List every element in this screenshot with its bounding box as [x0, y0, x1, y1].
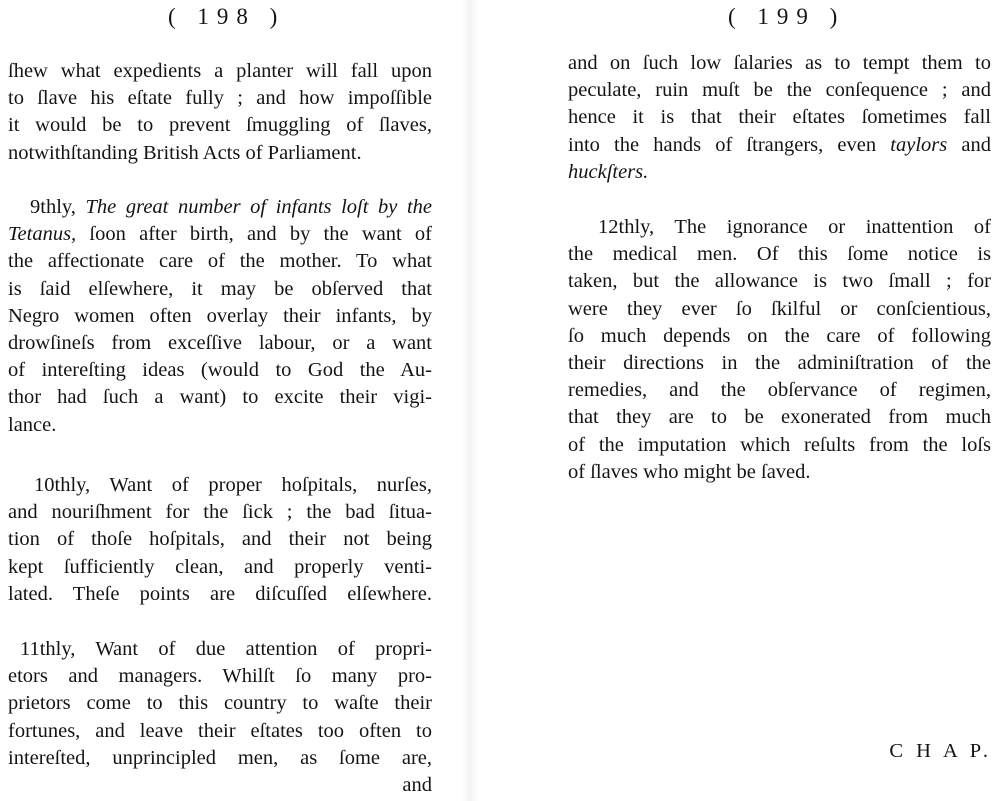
text-line	[568, 132, 991, 159]
text-line: were they ever ſo ſkilful or conſcientious,	[568, 297, 991, 320]
text-line: hence it is that their eſtates ſometimes fall	[568, 106, 991, 129]
right-page	[470, 0, 1000, 801]
text-line: prietors come to this country to waſte their	[8, 692, 432, 715]
text-line: the affectionate care of the mother. To what	[8, 250, 432, 273]
text-line: their directions in the adminiſtration of the	[568, 351, 991, 374]
text-line: ſhew what expedients a planter will fall upon	[8, 60, 432, 82]
text-line: intereſted, unprincipled men, as ſome are,	[8, 746, 432, 769]
text-line: that they are to be exonerated from much	[568, 406, 991, 429]
text-line: fortunes, and leave their eſtates too often to	[8, 719, 432, 742]
italic-word: taylors	[890, 133, 948, 156]
text-line: of ſlaves who might be ſaved.	[568, 460, 811, 483]
left-page	[0, 0, 470, 801]
page-number-right: ( 199 )	[728, 4, 846, 29]
right-paragraph-continued	[568, 50, 991, 186]
text-fragment: ſoon after birth, and by the want of	[89, 223, 433, 246]
text-line	[8, 221, 432, 248]
text-line: peculate, ruin muſt be the conſequence ; and	[568, 79, 991, 102]
text-fragment: into the hands of ſtrangers, even	[568, 133, 877, 156]
italic-heading: Tetanus,	[8, 223, 77, 246]
text-line: taken, but the allowance is two ſmall ; for	[568, 270, 991, 293]
text-line: kept ſufficiently clean, and properly venti-	[8, 555, 432, 578]
text-line: lated. Theſe points are diſcuſſed elſewhere.	[8, 582, 432, 605]
text-line: 12thly, The ignorance or inattention of	[598, 216, 991, 238]
text-line: tion of thoſe hoſpitals, and their not being	[8, 528, 432, 551]
text-line: Negro women often overlay their infants, by	[8, 304, 432, 327]
text-line: thor had ſuch a want) to excite their vigi-	[8, 386, 432, 409]
text-line: drowſineſs from exceſſive labour, or a want	[8, 331, 432, 354]
text-line: remedies, and the obſervance of regimen,	[568, 379, 991, 402]
text-line: to ſlave his eſtate fully ; and how impoſſible	[8, 87, 432, 110]
text-line	[568, 159, 991, 186]
text-line: and on ſuch low ſalaries as to tempt them to	[568, 52, 991, 74]
text-line: ſo much depends on the care of following	[568, 324, 991, 347]
text-line: it would be to prevent ſmuggling of ſlaves,	[8, 114, 432, 137]
text-line	[8, 194, 432, 221]
ordinal-label: 9thly,	[30, 196, 76, 218]
text-line: 10thly, Want of proper hoſpitals, nurſes,	[34, 474, 432, 496]
catchword-right: C H A P.	[889, 740, 992, 762]
text-line: of intereſting ideas (would to God the Au-	[8, 359, 432, 382]
page-number-left: ( 198 )	[168, 4, 286, 29]
left-paragraph-1	[8, 58, 432, 167]
right-paragraph-12thly	[568, 214, 991, 486]
left-paragraph-11thly	[8, 636, 432, 799]
text-line: the medical men. Of this ſome notice is	[568, 243, 991, 266]
text-fragment: and	[961, 133, 992, 156]
left-paragraph-10thly	[8, 472, 432, 608]
left-paragraph-9thly	[8, 194, 432, 439]
text-line: 11thly, Want of due attention of propri-	[20, 638, 432, 660]
text-line: is ſaid elſewhere, it may be obſerved that	[8, 277, 432, 300]
italic-heading: The great number of infants loſt by the	[85, 196, 433, 218]
catchword-left: and	[402, 773, 432, 796]
text-line: lance.	[8, 413, 57, 436]
text-line: of the imputation which reſults from the loſs	[568, 433, 991, 456]
text-line: notwithſtanding British Acts of Parliament.	[8, 141, 362, 164]
italic-word: huckſters.	[568, 160, 649, 183]
text-line: and nouriſhment for the ſick ; the bad ſitua-	[8, 501, 432, 524]
text-line: etors and managers. Whilſt ſo many pro-	[8, 665, 432, 688]
